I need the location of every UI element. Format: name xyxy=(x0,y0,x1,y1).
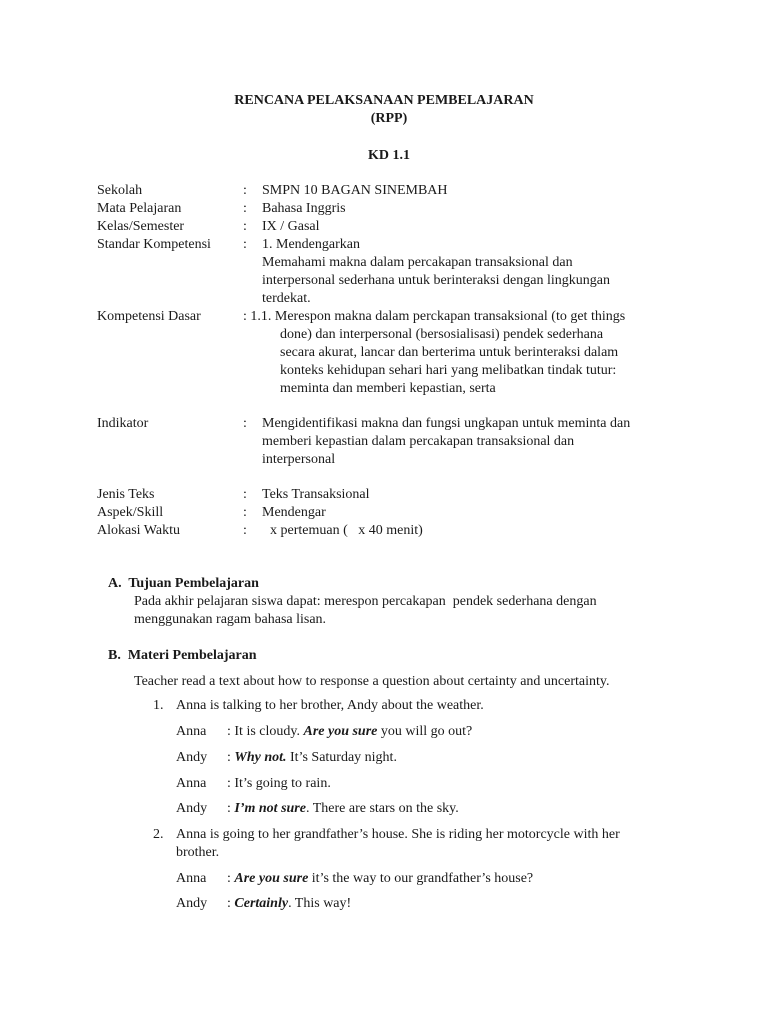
section-b-heading: B. Materi Pembelajaran xyxy=(108,648,257,663)
value-alokasi-waktu: x pertemuan ( x 40 menit) xyxy=(270,523,423,538)
list-number: 2. xyxy=(153,827,164,842)
label-indikator: Indikator xyxy=(97,416,149,431)
dialogue-speaker: Anna xyxy=(176,724,207,739)
dialogue-line: : I’m not sure. There are stars on the sky. xyxy=(227,801,459,816)
value-standar-kompetensi-line: Memahami makna dalam percakapan transaksional dan xyxy=(262,255,573,270)
colon: : xyxy=(243,237,247,252)
value-standar-kompetensi-line: terdekat. xyxy=(262,291,311,306)
dialogue-line: : Are you sure it’s the way to our grandfather’s house? xyxy=(227,871,534,886)
section-a-text-line: menggunakan ragam bahasa lisan. xyxy=(134,612,327,627)
value-kompetensi-dasar-line: konteks kehidupan sehari hari yang melibatkan tindak tutur: xyxy=(280,363,617,378)
dialogue-emphasis: Why not. xyxy=(234,750,287,765)
title-line-2: (RPP) xyxy=(370,111,408,126)
label-alokasi-waktu: Alokasi Waktu xyxy=(97,523,180,538)
dialogue-speaker: Andy xyxy=(176,896,208,911)
dialogue-line: : It is cloudy. Are you sure you will go out? xyxy=(227,724,473,739)
label-kelas-semester: Kelas/Semester xyxy=(97,219,185,234)
section-a-text-line: Pada akhir pelajaran siswa dapat: merespon percakapan pendek sederhana dengan xyxy=(134,594,597,609)
dialogue-speaker: Anna xyxy=(176,871,207,886)
list-item-text: brother. xyxy=(176,845,220,860)
title-kd: KD 1.1 xyxy=(368,148,410,163)
value-kompetensi-dasar-line: secara akurat, lancar dan berterima untuk berinteraksi dalam xyxy=(280,345,619,360)
value-sekolah: SMPN 10 BAGAN SINEMBAH xyxy=(262,183,448,198)
list-number: 1. xyxy=(153,698,164,713)
colon: : xyxy=(243,523,247,538)
dialogue-line: : Certainly. This way! xyxy=(227,896,352,911)
dialogue-emphasis: Are you sure xyxy=(303,724,378,739)
dialogue-emphasis: I’m not sure xyxy=(234,801,306,816)
colon: : xyxy=(243,183,247,198)
dialogue-emphasis: Are you sure xyxy=(234,871,309,886)
value-aspek-skill: Mendengar xyxy=(262,505,326,520)
label-standar-kompetensi: Standar Kompetensi xyxy=(97,237,211,252)
colon: : xyxy=(243,219,247,234)
section-a-heading: A. Tujuan Pembelajaran xyxy=(108,576,259,591)
value-kompetensi-dasar-line: : 1.1. Merespon makna dalam perckapan transaksional (to get things xyxy=(243,309,626,324)
value-indikator-line: interpersonal xyxy=(262,452,336,467)
dialogue-line: : It’s going to rain. xyxy=(227,776,331,791)
value-mata-pelajaran: Bahasa Inggris xyxy=(262,201,346,216)
title-line-1: RENCANA PELAKSANAAN PEMBELAJARAN xyxy=(234,93,534,108)
label-sekolah: Sekolah xyxy=(97,183,143,198)
label-mata-pelajaran: Mata Pelajaran xyxy=(97,201,182,216)
colon: : xyxy=(243,201,247,216)
dialogue-emphasis: Certainly xyxy=(234,896,289,911)
value-standar-kompetensi-line: 1. Mendengarkan xyxy=(262,237,360,252)
value-standar-kompetensi-line: interpersonal sederhana untuk berinteraksi dengan lingkungan xyxy=(262,273,610,288)
value-kompetensi-dasar-line: meminta dan memberi kepastian, serta xyxy=(280,381,496,396)
value-jenis-teks: Teks Transaksional xyxy=(262,487,370,502)
value-kelas-semester: IX / Gasal xyxy=(262,219,320,234)
section-b-intro: Teacher read a text about how to response a question about certainty and uncertainty. xyxy=(134,674,610,689)
list-item-text: Anna is talking to her brother, Andy about the weather. xyxy=(176,698,484,713)
value-kompetensi-dasar-line: done) dan interpersonal (bersosialisasi) pendek sederhana xyxy=(280,327,604,342)
dialogue-speaker: Anna xyxy=(176,776,207,791)
colon: : xyxy=(243,416,247,431)
label-jenis-teks: Jenis Teks xyxy=(97,487,155,502)
label-aspek-skill: Aspek/Skill xyxy=(97,505,164,520)
label-kompetensi-dasar: Kompetensi Dasar xyxy=(97,309,201,324)
colon: : xyxy=(243,487,247,502)
dialogue-speaker: Andy xyxy=(176,801,208,816)
dialogue-speaker: Andy xyxy=(176,750,208,765)
list-item-text: Anna is going to her grandfather’s house. She is riding her motorcycle with her xyxy=(176,827,620,842)
value-indikator-line: memberi kepastian dalam percakapan transaksional dan xyxy=(262,434,575,449)
colon: : xyxy=(243,505,247,520)
dialogue-line: : Why not. It’s Saturday night. xyxy=(227,750,397,765)
value-indikator-line: Mengidentifikasi makna dan fungsi ungkapan untuk meminta dan xyxy=(262,416,631,431)
